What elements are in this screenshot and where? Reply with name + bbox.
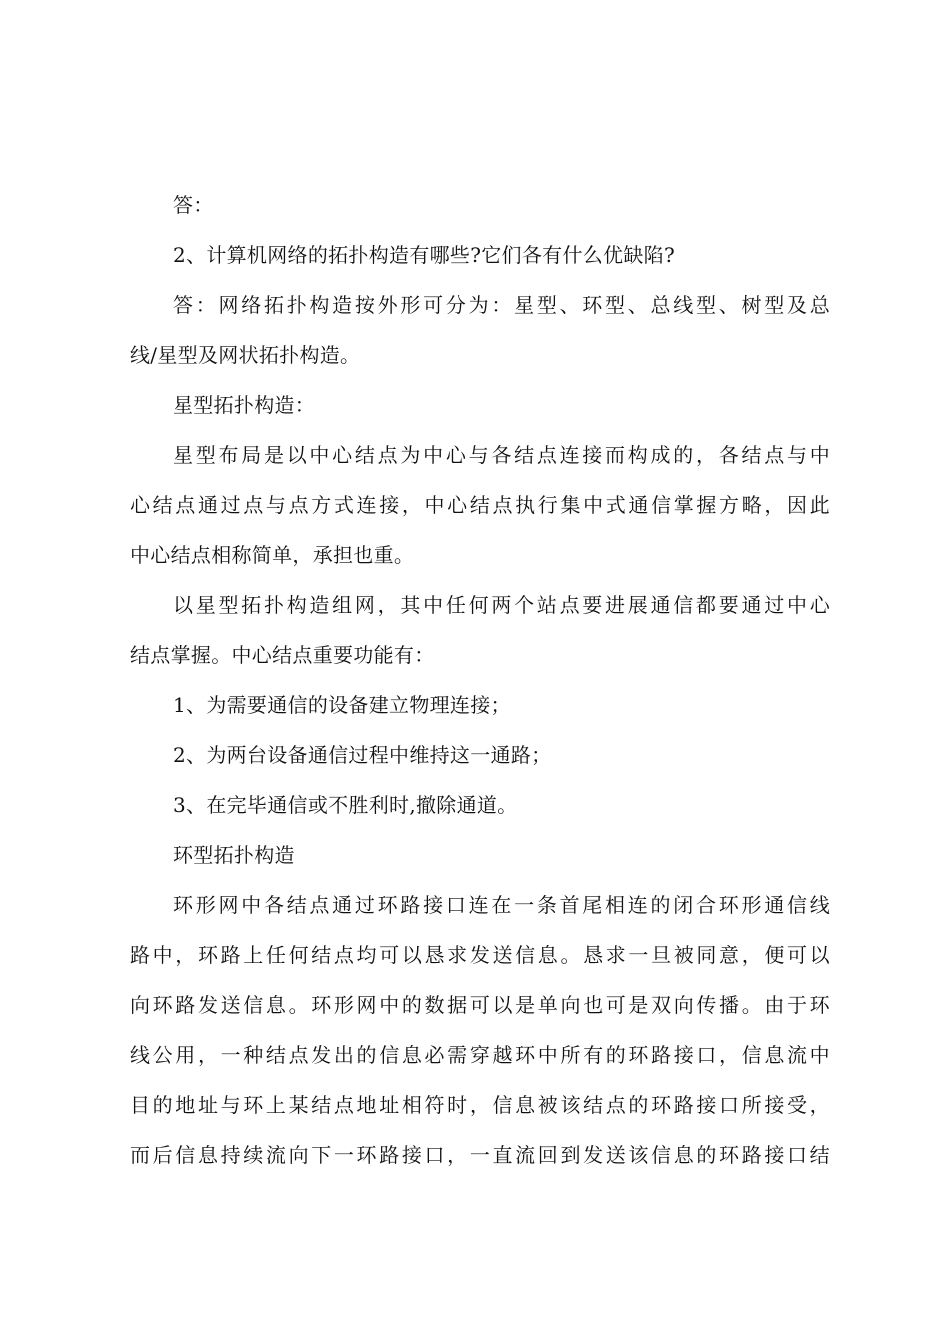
paragraph-line: 目的地址与环上某结点地址相符时，信息被该结点的环路接口所接受， [130, 1093, 830, 1117]
paragraph-line: 星型布局是以中心结点为中心与各结点连接而构成的，各结点与中 [173, 443, 830, 467]
paragraph-line: 而后信息持续流向下一环路接口，一直流回到发送该信息的环路接口结 [130, 1143, 830, 1167]
paragraph-line: 线/星型及网状拓扑构造。 [130, 343, 361, 367]
paragraph-line: 线公用，一种结点发出的信息必需穿越环中所有的环路接口，信息流中 [130, 1043, 830, 1067]
paragraph-line: 路中，环路上任何结点均可以恳求发送信息。恳求一旦被同意，便可以 [130, 943, 830, 967]
section-heading-star: 星型拓扑构造： [173, 393, 316, 417]
answer-label: 答： [173, 193, 214, 217]
paragraph-line: 以星型拓扑构造组网，其中任何两个站点要进展通信都要通过中心 [173, 593, 830, 617]
list-item: 1、为需要通信的设备建立物理连接； [173, 693, 511, 717]
paragraph-line: 向环路发送信息。环形网中的数据可以是单向也可是双向传播。由于环 [130, 993, 830, 1017]
question-heading: 2、计算机网络的拓扑构造有哪些?它们各有什么优缺陷? [173, 243, 675, 267]
section-heading-ring: 环型拓扑构造 [173, 843, 295, 867]
paragraph-line: 答：网络拓扑构造按外形可分为：星型、环型、总线型、树型及总 [173, 293, 830, 317]
list-item: 2、为两台设备通信过程中维持这一通路； [173, 743, 552, 767]
list-item: 3、在完毕通信或不胜利时,撤除通道。 [173, 793, 518, 817]
paragraph-line: 结点掌握。中心结点重要功能有： [130, 643, 435, 667]
paragraph-line: 中心结点相称简单，承担也重。 [130, 543, 415, 567]
paragraph-line: 环形网中各结点通过环路接口连在一条首尾相连的闭合环形通信线 [173, 893, 830, 917]
paragraph-line: 心结点通过点与点方式连接，中心结点执行集中式通信掌握方略，因此 [130, 493, 830, 517]
